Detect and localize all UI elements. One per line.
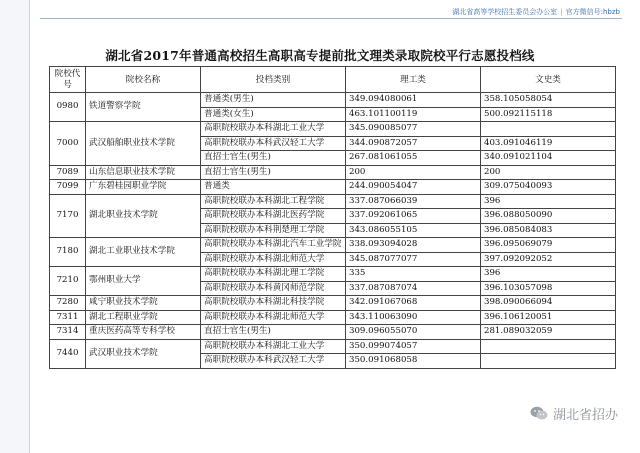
school-code-cell: 7440 bbox=[50, 339, 86, 368]
table-header-row bbox=[50, 67, 616, 93]
school-code-cell: 7099 bbox=[50, 180, 86, 195]
category-cell: 高职院校联办本科湖北师范大学 bbox=[201, 252, 346, 267]
page-header: 湖北省高等学校招生委员会办公室 | 官方微信号:hbzb bbox=[452, 8, 620, 16]
science-score-cell: 345.087077077 bbox=[346, 252, 481, 267]
arts-score-cell: 309.075040093 bbox=[481, 180, 616, 195]
science-score-cell: 343.086055105 bbox=[346, 223, 481, 238]
category-cell: 高职院校联办本科湖北师范大学 bbox=[201, 310, 346, 325]
category-cell: 直招士官生(男生) bbox=[201, 151, 346, 166]
arts-score-cell bbox=[481, 339, 616, 354]
school-name-cell: 鄂州职业大学 bbox=[86, 267, 201, 296]
table-row bbox=[50, 310, 616, 325]
category-cell: 高职院校联办本科湖北科技学院 bbox=[201, 296, 346, 311]
category-cell: 直招士官生(男生) bbox=[201, 325, 346, 340]
science-score-cell: 267.081061055 bbox=[346, 151, 481, 166]
category-cell: 高职院校联办本科湖北工程学院 bbox=[201, 194, 346, 209]
category-cell: 高职院校联办本科武汉轻工大学 bbox=[201, 136, 346, 151]
school-code-cell: 7280 bbox=[50, 296, 86, 311]
science-score-cell: 345.090085077 bbox=[346, 122, 481, 137]
science-score-cell: 337.092061065 bbox=[346, 209, 481, 224]
table-row bbox=[50, 339, 616, 354]
category-cell: 高职院校联办本科湖北理工学院 bbox=[201, 267, 346, 282]
left-watermark-band bbox=[0, 0, 30, 453]
science-score-cell: 350.099074057 bbox=[346, 339, 481, 354]
school-name-cell: 湖北工业职业技术学院 bbox=[86, 238, 201, 267]
science-score-cell: 463.101100119 bbox=[346, 107, 481, 122]
category-cell: 普通类(男生) bbox=[201, 93, 346, 108]
school-name-cell: 咸宁职业技术学院 bbox=[86, 296, 201, 311]
arts-score-cell: 340.091021104 bbox=[481, 151, 616, 166]
header-wechat: 官方微信号:hbzb bbox=[565, 8, 620, 16]
school-code-cell: 7311 bbox=[50, 310, 86, 325]
science-score-cell: 309.096055070 bbox=[346, 325, 481, 340]
col-header-code: 院校代号 bbox=[50, 67, 86, 93]
school-code-cell: 7000 bbox=[50, 122, 86, 166]
table-row bbox=[50, 325, 616, 340]
col-header-arts: 文史类 bbox=[481, 67, 616, 93]
arts-score-cell: 403.091046119 bbox=[481, 136, 616, 151]
science-score-cell: 244.090054047 bbox=[346, 180, 481, 195]
col-header-school: 院校名称 bbox=[86, 67, 201, 93]
school-code-cell: 7089 bbox=[50, 165, 86, 180]
school-code-cell: 0980 bbox=[50, 93, 86, 122]
school-name-cell: 湖北职业技术学院 bbox=[86, 194, 201, 238]
arts-score-cell: 396.088050090 bbox=[481, 209, 616, 224]
school-code-cell: 7314 bbox=[50, 325, 86, 340]
school-name-cell: 铁道警察学院 bbox=[86, 93, 201, 122]
logo bbox=[530, 404, 618, 423]
school-name-cell: 湖北工程职业学院 bbox=[86, 310, 201, 325]
col-header-science: 理工类 bbox=[346, 67, 481, 93]
logo-text: 湖北省招办 bbox=[552, 408, 618, 423]
category-cell: 高职院校联办本科黄冈师范学院 bbox=[201, 281, 346, 296]
arts-score-cell: 358.105058054 bbox=[481, 93, 616, 108]
category-cell: 普通类 bbox=[201, 180, 346, 195]
school-code-cell: 7210 bbox=[50, 267, 86, 296]
category-cell: 普通类(女生) bbox=[201, 107, 346, 122]
page-title: 湖北省2017年普通高校招生高职高专提前批文理类录取院校平行志愿投档线 bbox=[105, 48, 535, 63]
header-rule bbox=[40, 18, 622, 19]
arts-score-cell: 396.095069079 bbox=[481, 238, 616, 253]
category-cell: 高职院校联办本科湖北工业大学 bbox=[201, 122, 346, 137]
school-code-cell: 7170 bbox=[50, 194, 86, 238]
school-name-cell: 重庆医药高等专科学校 bbox=[86, 325, 201, 340]
science-score-cell: 200 bbox=[346, 165, 481, 180]
category-cell: 高职院校联办本科武汉轻工大学 bbox=[201, 354, 346, 369]
category-cell: 高职院校联办本科荆楚理工学院 bbox=[201, 223, 346, 238]
table-row bbox=[50, 296, 616, 311]
science-score-cell: 337.087087074 bbox=[346, 281, 481, 296]
table-row bbox=[50, 180, 616, 195]
arts-score-cell: 398.090066094 bbox=[481, 296, 616, 311]
col-header-category: 投档类别 bbox=[201, 67, 346, 93]
science-score-cell: 343.110063090 bbox=[346, 310, 481, 325]
table-row bbox=[50, 194, 616, 209]
arts-score-cell: 281.089032059 bbox=[481, 325, 616, 340]
arts-score-cell: 397.092092052 bbox=[481, 252, 616, 267]
science-score-cell: 338.093094028 bbox=[346, 238, 481, 253]
table-row bbox=[50, 267, 616, 282]
science-score-cell: 337.087066039 bbox=[346, 194, 481, 209]
school-name-cell: 山东信息职业技术学院 bbox=[86, 165, 201, 180]
category-cell: 高职院校联办本科湖北医药学院 bbox=[201, 209, 346, 224]
science-score-cell: 342.091067068 bbox=[346, 296, 481, 311]
table-row bbox=[50, 238, 616, 253]
wechat-logo-icon bbox=[530, 406, 548, 421]
school-name-cell: 广东碧桂园职业学院 bbox=[86, 180, 201, 195]
table-row bbox=[50, 122, 616, 137]
arts-score-cell: 396 bbox=[481, 194, 616, 209]
table-row bbox=[50, 93, 616, 108]
school-name-cell: 武汉船舶职业技术学院 bbox=[86, 122, 201, 166]
school-name-cell: 武汉职业技术学院 bbox=[86, 339, 201, 368]
arts-score-cell: 200 bbox=[481, 165, 616, 180]
table-body bbox=[50, 93, 616, 369]
arts-score-cell: 396.085084083 bbox=[481, 223, 616, 238]
arts-score-cell: 396.103057098 bbox=[481, 281, 616, 296]
arts-score-cell: 500.092115118 bbox=[481, 107, 616, 122]
category-cell: 直招士官生(男生) bbox=[201, 165, 346, 180]
category-cell: 高职院校联办本科湖北工业大学 bbox=[201, 339, 346, 354]
table-row bbox=[50, 165, 616, 180]
science-score-cell: 335 bbox=[346, 267, 481, 282]
science-score-cell: 350.091068058 bbox=[346, 354, 481, 369]
arts-score-cell bbox=[481, 122, 616, 137]
category-cell: 高职院校联办本科湖北汽车工业学院 bbox=[201, 238, 346, 253]
science-score-cell: 344.090872057 bbox=[346, 136, 481, 151]
arts-score-cell: 396.106120051 bbox=[481, 310, 616, 325]
arts-score-cell: 396 bbox=[481, 267, 616, 282]
arts-score-cell bbox=[481, 354, 616, 369]
school-code-cell: 7180 bbox=[50, 238, 86, 267]
admission-table bbox=[49, 66, 616, 369]
header-office: 湖北省高等学校招生委员会办公室 bbox=[452, 8, 558, 16]
science-score-cell: 349.094080061 bbox=[346, 93, 481, 108]
